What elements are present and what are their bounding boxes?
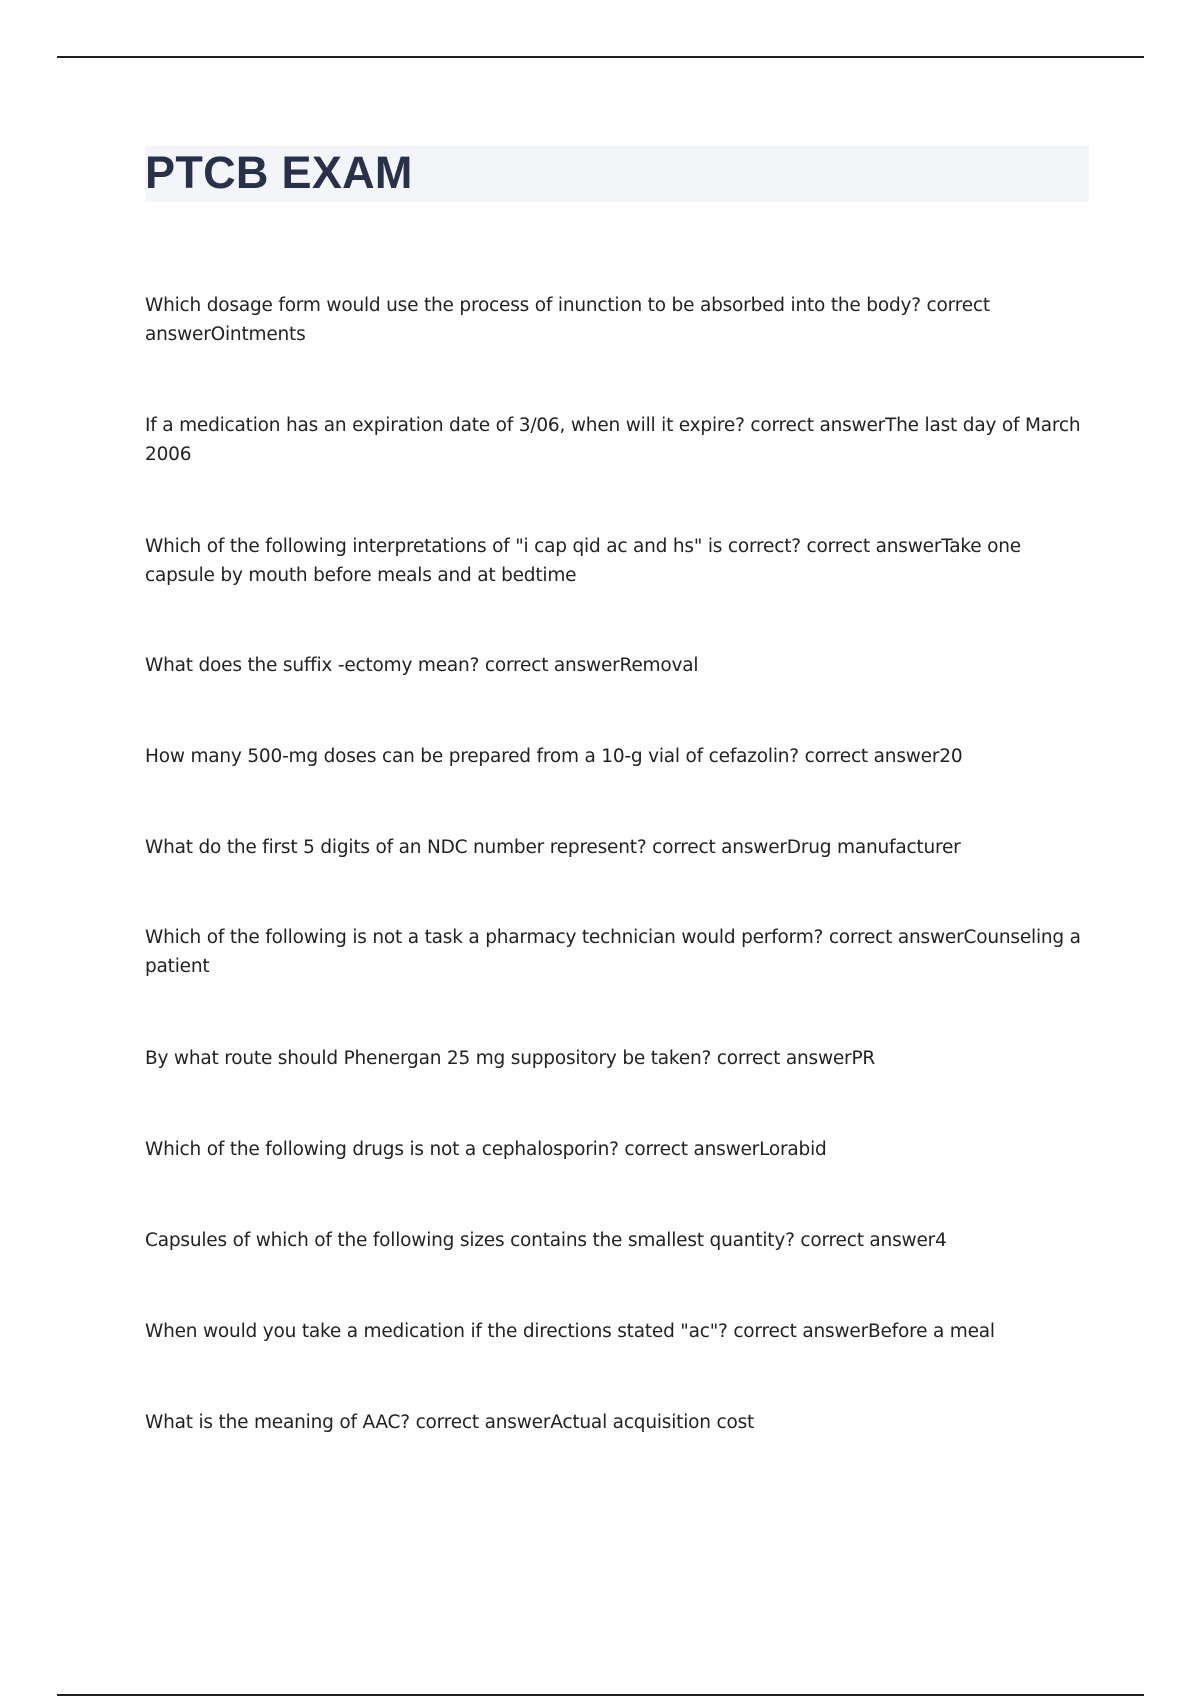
page-title: PTCB EXAM [145,147,413,198]
bottom-rule [57,1694,1144,1696]
qa-item: What does the suffix -ectomy mean? correct answerRemoval [145,655,699,676]
qa-item: Capsules of which of the following sizes contains the smallest quantity? correct answer4 [145,1230,947,1251]
qa-item: By what route should Phenergan 25 mg suppository be taken? correct answerPR [145,1048,876,1069]
qa-item: When would you take a medication if the directions stated "ac"? correct answerBefore a meal [145,1321,995,1342]
qa-item: How many 500-mg doses can be prepared from a 10-g vial of cefazolin? correct answer20 [145,746,963,767]
top-rule [57,56,1144,58]
qa-item: Which of the following drugs is not a cephalosporin? correct answerLorabid [145,1139,827,1160]
qa-item: Which of the following is not a task a pharmacy technician would perform? correct answerCounseling a patient [145,927,1081,977]
qa-item: Which dosage form would use the process of inunction to be absorbed into the body? correct answerOintments [145,295,990,345]
qa-item: Which of the following interpretations of "i cap qid ac and hs" is correct? correct answerTake one capsule by mouth before meals and at bedtime [145,536,1021,586]
qa-item: What do the first 5 digits of an NDC number represent? correct answerDrug manufacturer [145,837,961,858]
qa-item: What is the meaning of AAC? correct answerActual acquisition cost [145,1412,755,1433]
qa-item: If a medication has an expiration date of 3/06, when will it expire? correct answerThe last day of March 2006 [145,415,1081,465]
